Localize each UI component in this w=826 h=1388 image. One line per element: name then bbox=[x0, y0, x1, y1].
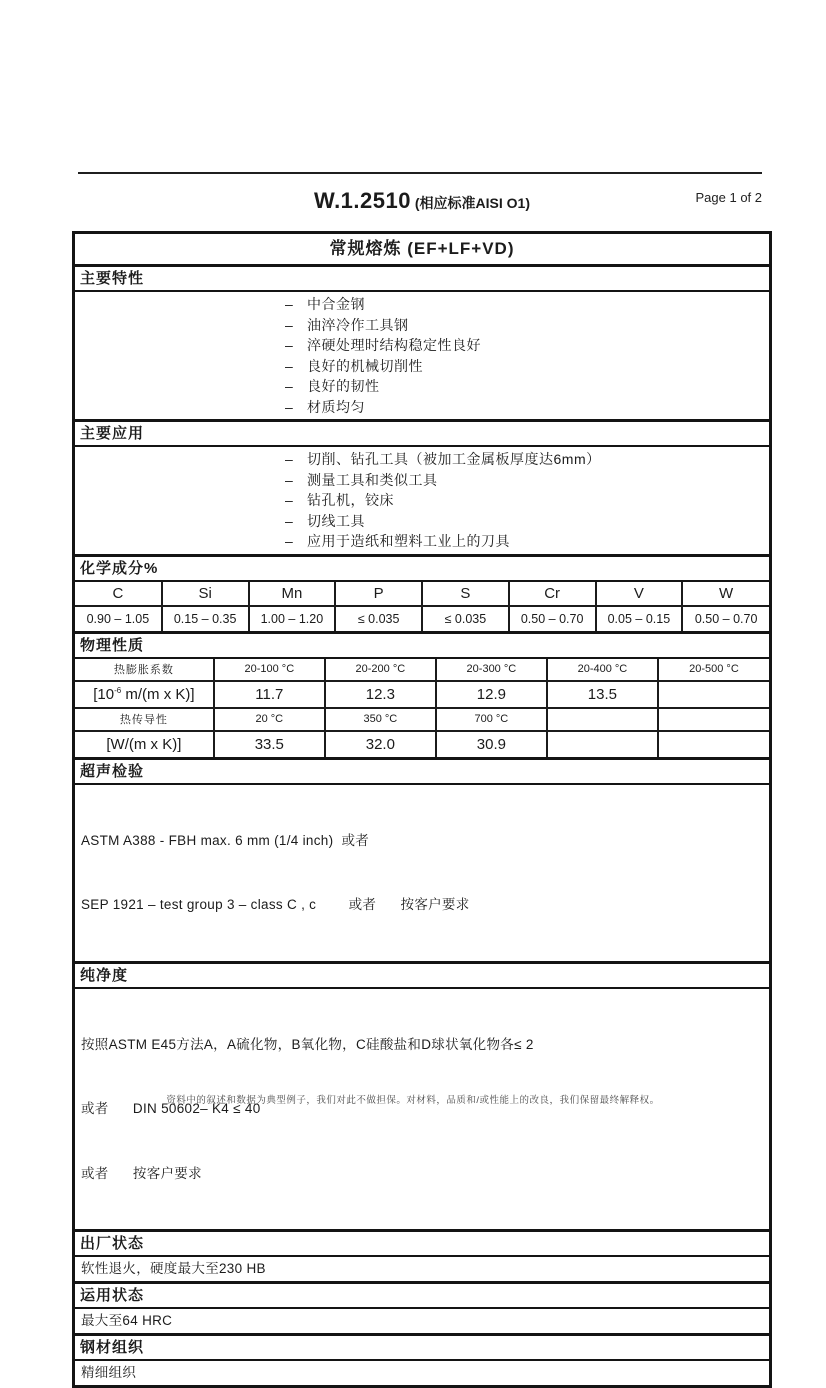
conductivity-value bbox=[547, 731, 658, 757]
list-item bbox=[285, 490, 769, 511]
chem-range: 0.50 – 0.70 bbox=[682, 606, 769, 631]
ultrasonic-line: SEP 1921 – test group 3 – class C , c 或者 按客户要求 bbox=[81, 897, 470, 912]
conductivity-value: 33.5 bbox=[214, 731, 325, 757]
chemical-composition-table bbox=[75, 582, 769, 631]
expansion-value bbox=[658, 681, 769, 708]
expansion-value: 11.7 bbox=[214, 681, 325, 708]
unit-exponent: -6 bbox=[114, 685, 122, 695]
temp-header bbox=[547, 708, 658, 731]
dash-bullet: – bbox=[285, 316, 294, 333]
list-item bbox=[285, 397, 769, 418]
expansion-value: 13.5 bbox=[547, 681, 658, 708]
dash-bullet: – bbox=[285, 512, 294, 529]
material-code: W.1.2510 bbox=[314, 188, 411, 213]
features-list bbox=[75, 292, 769, 419]
dash-bullet: – bbox=[285, 492, 294, 508]
equivalent-standard: (相应标准AISI O1) bbox=[410, 195, 530, 211]
section-heading-ultrasonic: 超声检验 bbox=[75, 757, 769, 785]
expansion-value: 12.3 bbox=[325, 681, 436, 708]
expansion-temp-row bbox=[75, 659, 769, 681]
list-item-text: 测量工具和类似工具 bbox=[307, 471, 438, 488]
dash-bullet: – bbox=[285, 451, 294, 467]
conductivity-unit: [W/(m x K)] bbox=[75, 731, 214, 757]
chem-values-row bbox=[75, 606, 769, 631]
section-heading-delivery: 出厂状态 bbox=[75, 1229, 769, 1257]
dash-bullet: – bbox=[285, 337, 294, 353]
chem-range: 0.50 – 0.70 bbox=[509, 606, 596, 631]
service-content: 最大至64 HRC bbox=[81, 1313, 173, 1328]
chem-element: S bbox=[422, 582, 509, 606]
list-item-text: 应用于造纸和塑料工业上的刀具 bbox=[307, 533, 510, 549]
list-item-text: 切线工具 bbox=[307, 512, 365, 529]
applications-list bbox=[75, 447, 769, 554]
page-number: Page 1 of 2 bbox=[695, 190, 762, 205]
chem-element: Cr bbox=[509, 582, 596, 606]
structure-content: 精细组织 bbox=[81, 1365, 137, 1380]
temp-header: 20-500 °C bbox=[658, 659, 769, 681]
chem-element: W bbox=[682, 582, 769, 606]
dash-bullet: – bbox=[285, 471, 294, 488]
expansion-values-row bbox=[75, 681, 769, 708]
dash-bullet: – bbox=[285, 357, 294, 374]
temp-header: 20 °C bbox=[214, 708, 325, 731]
list-item bbox=[285, 294, 769, 315]
temp-header: 20-400 °C bbox=[547, 659, 658, 681]
ultrasonic-line: ASTM A388 - FBH max. 6 mm (1/4 inch) 或者 bbox=[81, 832, 370, 848]
conductivity-values-row bbox=[75, 731, 769, 757]
dash-bullet: – bbox=[285, 533, 294, 549]
list-item-text: 材质均匀 bbox=[307, 398, 365, 415]
chem-range: ≤ 0.035 bbox=[335, 606, 422, 631]
list-item-text: 钻孔机，铰床 bbox=[307, 492, 394, 508]
list-item bbox=[285, 511, 769, 532]
delivery-content: 软性退火，硬度最大至230 HB bbox=[81, 1261, 266, 1276]
expansion-value: 12.9 bbox=[436, 681, 547, 708]
section-heading-features: 主要特性 bbox=[75, 267, 769, 292]
section-heading-service: 运用状态 bbox=[75, 1281, 769, 1309]
conductivity-label: 热传导性 bbox=[75, 708, 214, 731]
chem-range: 1.00 – 1.20 bbox=[249, 606, 336, 631]
list-item bbox=[285, 531, 769, 552]
disclaimer-text: 资料中的叙述和数据为典型例子，我们对此不做担保。对材料，品质和/或性能上的改良，我们保留最终解释权。 bbox=[166, 1095, 660, 1106]
list-item bbox=[285, 335, 769, 356]
chem-range: ≤ 0.035 bbox=[422, 606, 509, 631]
temp-header bbox=[658, 708, 769, 731]
list-item-text: 淬硬处理时结构稳定性良好 bbox=[307, 337, 481, 353]
dash-bullet: – bbox=[285, 378, 294, 394]
datasheet-table bbox=[72, 231, 772, 1388]
section-heading-applications: 主要应用 bbox=[75, 419, 769, 447]
purity-content bbox=[75, 989, 769, 1230]
purity-line: 或者 DIN 50602– K4 ≤ 40 bbox=[81, 1101, 261, 1116]
section-heading-chemistry: 化学成分% bbox=[75, 554, 769, 582]
list-item-text: 切削、钻孔工具（被加工金属板厚度达6mm） bbox=[307, 451, 601, 467]
ultrasonic-content bbox=[75, 785, 769, 961]
unit-text: [10 bbox=[93, 685, 115, 703]
conductivity-value: 32.0 bbox=[325, 731, 436, 757]
list-item bbox=[285, 376, 769, 397]
conductivity-value: 30.9 bbox=[436, 731, 547, 757]
temp-header: 350 °C bbox=[325, 708, 436, 731]
dash-bullet: – bbox=[285, 398, 294, 415]
section-heading-physical: 物理性质 bbox=[75, 631, 769, 659]
chem-range: 0.90 – 1.05 bbox=[75, 606, 162, 631]
chem-header-row bbox=[75, 582, 769, 606]
chem-element: C bbox=[75, 582, 162, 606]
purity-line: 按照ASTM E45方法A，A硫化物，B氧化物，C硅酸盐和D球状氧化物各≤ 2 bbox=[81, 1036, 534, 1052]
purity-line: 或者 按客户要求 bbox=[81, 1165, 202, 1181]
chem-element: Si bbox=[162, 582, 249, 606]
list-item bbox=[285, 449, 769, 470]
chem-element: P bbox=[335, 582, 422, 606]
list-item bbox=[285, 315, 769, 336]
header-rule bbox=[78, 172, 762, 174]
list-item bbox=[285, 470, 769, 491]
document-title bbox=[72, 188, 772, 214]
list-item bbox=[285, 356, 769, 377]
section-heading-structure: 钢材组织 bbox=[75, 1333, 769, 1361]
temp-header: 20-300 °C bbox=[436, 659, 547, 681]
expansion-unit bbox=[75, 681, 214, 708]
physical-properties-table bbox=[75, 659, 769, 757]
unit-text: m/(m x K)] bbox=[121, 685, 195, 703]
chem-range: 0.15 – 0.35 bbox=[162, 606, 249, 631]
melting-process-title: 常规熔炼 (EF+LF+VD) bbox=[75, 234, 769, 267]
dash-bullet: – bbox=[285, 296, 294, 312]
chem-range: 0.05 – 0.15 bbox=[596, 606, 683, 631]
conductivity-value bbox=[658, 731, 769, 757]
temp-header: 20-100 °C bbox=[214, 659, 325, 681]
chem-element: V bbox=[596, 582, 683, 606]
list-item-text: 良好的机械切削性 bbox=[307, 357, 423, 374]
list-item-text: 良好的韧性 bbox=[307, 378, 380, 394]
temp-header: 20-200 °C bbox=[325, 659, 436, 681]
list-item-text: 油淬冷作工具钢 bbox=[307, 316, 409, 333]
expansion-label: 热膨胀系数 bbox=[75, 659, 214, 681]
section-heading-purity: 纯净度 bbox=[75, 961, 769, 989]
chem-element: Mn bbox=[249, 582, 336, 606]
temp-header: 700 °C bbox=[436, 708, 547, 731]
list-item-text: 中合金钢 bbox=[307, 296, 365, 312]
conductivity-temp-row bbox=[75, 708, 769, 731]
